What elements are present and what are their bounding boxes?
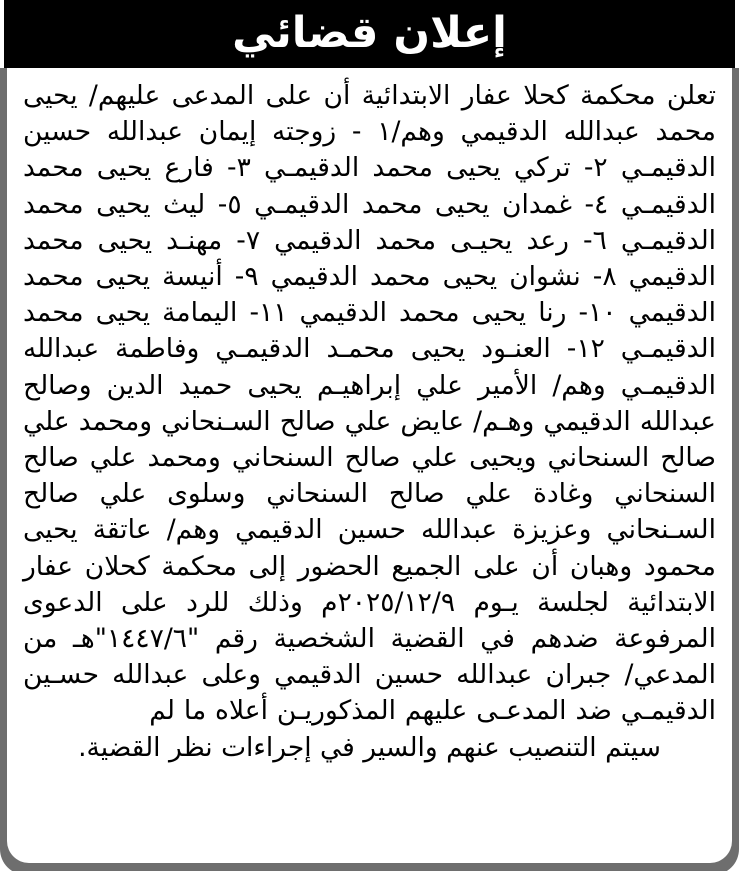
announcement-closing-line: سيتم التنصيب عنهم والسير في إجراءات نظر القضية. [78,731,661,763]
document-frame [0,68,739,875]
announcement-body-paragraph: تعلن محكمة كحلا عفار الابتدائية أن على المدعى عليهم/ يحيى محمد عبدالله الدقيمي وهم/١ - زوجته إيمان عبدالله حسين الدقيمـي ٢- تركي يحيى محمد الدقيمـي ٣- فارع يحيى محمد الدقيمـي ٤- غمدان يحيى محمد الدقيمـي ٥- ليث يحيى محمد الدقيمـي ٦- رعد يحيـى محمد الدقيمي ٧- مهنـد يحيى محمد الدقيمي ٨- نشوان يحيى محمد الدقيمي ٩- أنيسة يحيى محمد الدقيمي ١٠- رنا يحيى محمد الدقيمي ١١- اليمامة يحيى محمد الدقيمـي ١٢- العنـود يحيى محمـد الدقيمـي وفاطمة عبدالله الدقيمـي وهم/ الأمير علي إبراهيـم يحيى حميد الدين وصالح عبدالله الدقيمي وهـم/ عايض علي صالح السـنحاني ومحمد علي صالح السنحاني ويحيى علي صالح السنحاني ومحمد علي صالح السنحاني وغادة علي صالح السنحاني وسلوى علي صالح السـنحاني وعزيزة عبدالله حسين الدقيمي وهم/ عاتقة يحيى محمود وهبان أن على الجميع الحضور إلى محكمة كحلان عفار الابتدائية لجلسة يـوم ٢٠٢٥/١٢/٩م وذلك للرد على الدعوى المرفوعة ضدهم في القضية الشخصية رقم "١٤٤٧/٦"هـ من المدعي/ جبران عبدالله حسين الدقيمي وعلى عبدالله حسـين الدقيمـي ضد المدعـى عليهم المذكوريـن أعلاه ما لم [23,80,717,727]
announcement-body [23,78,716,730]
page-bottom-edge [0,871,739,875]
announcement-banner [4,0,735,68]
announcement-title: إعلان قضائي [232,7,507,58]
document-sheet [7,68,732,863]
